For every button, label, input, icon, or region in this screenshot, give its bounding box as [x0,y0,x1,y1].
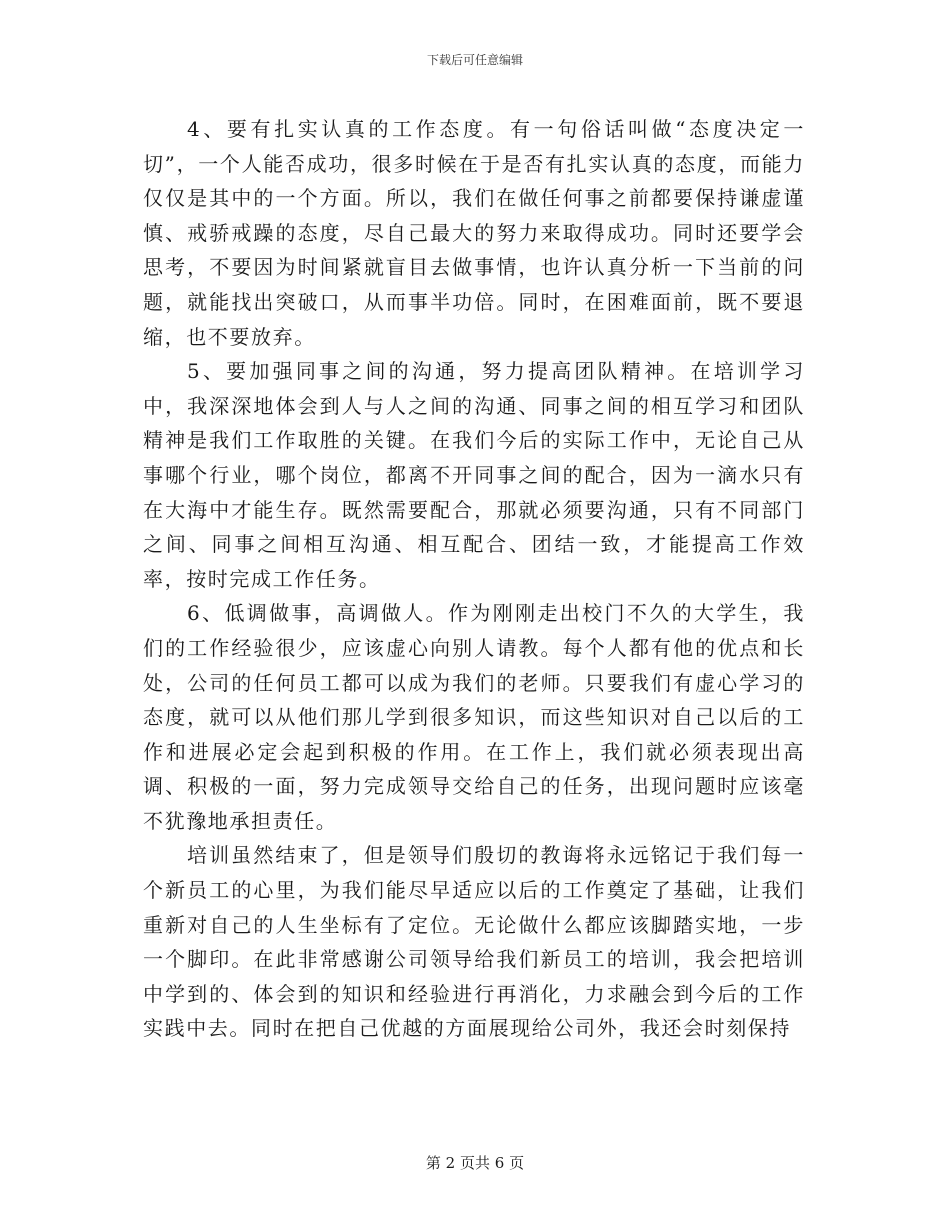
document-body [143,112,805,1046]
page-header: 下载后可任意编辑 [426,53,523,67]
page-footer: 第 2 页共 6 页 [425,1154,525,1172]
paragraph-attitude: 4、要有扎实认真的工作态度。有一句俗话叫做“态度决定一切”，一个人能否成功，很多时候在于是否有扎实认真的态度，而能力仅仅是其中的一个方面。所以，我们在做任何事之前都要保持谦虚谨慎、戒骄戒躁的态度，尽自己最大的努力来取得成功。同时还要学会思考，不要因为时间紧就盲目去做事情，也许认真分析一下当前的问题，就能找出突破口，从而事半功倍。同时，在困难面前，既不要退缩，也不要放弃。 [143,117,805,349]
paragraph-communication: 5、要加强同事之间的沟通，努力提高团队精神。在培训学习中，我深深地体会到人与人之间的沟通、同事之间的相互学习和团队精神是我们工作取胜的关键。在我们今后的实际工作中，无论自己从事哪个行业，哪个岗位，都离不开同事之间的配合，因为一滴水只有在大海中才能生存。既然需要配合，那就必须要沟通，只有不同部门之间、同事之间相互沟通、相互配合、团结一致，才能提高工作效率，按时完成工作任务。 [143,359,805,591]
paragraph-conclusion: 培训虽然结束了，但是领导们殷切的教诲将永远铭记于我们每一个新员工的心里，为我们能尽早适应以后的工作奠定了基础，让我们重新对自己的人生坐标有了定位。无论做什么都应该脚踏实地，一步一个脚印。在此非常感谢公司领导给我们新员工的培训，我会把培训中学到的、体会到的知识和经验进行再消化，力求融会到今后的工作实践中去。同时在把自己优越的方面展现给公司外，我还会时刻保持 [143,843,805,1041]
paragraph-low-profile: 6、低调做事，高调做人。作为刚刚走出校门不久的大学生，我们的工作经验很少，应该虚心向别人请教。每个人都有他的优点和长处，公司的任何员工都可以成为我们的老师。只要我们有虚心学习的态度，就可以从他们那儿学到很多知识，而这些知识对自己以后的工作和进展必定会起到积极的作用。在工作上，我们就必须表现出高调、积极的一面，努力完成领导交给自己的任务，出现问题时应该毫不犹豫地承担责任。 [143,601,805,833]
